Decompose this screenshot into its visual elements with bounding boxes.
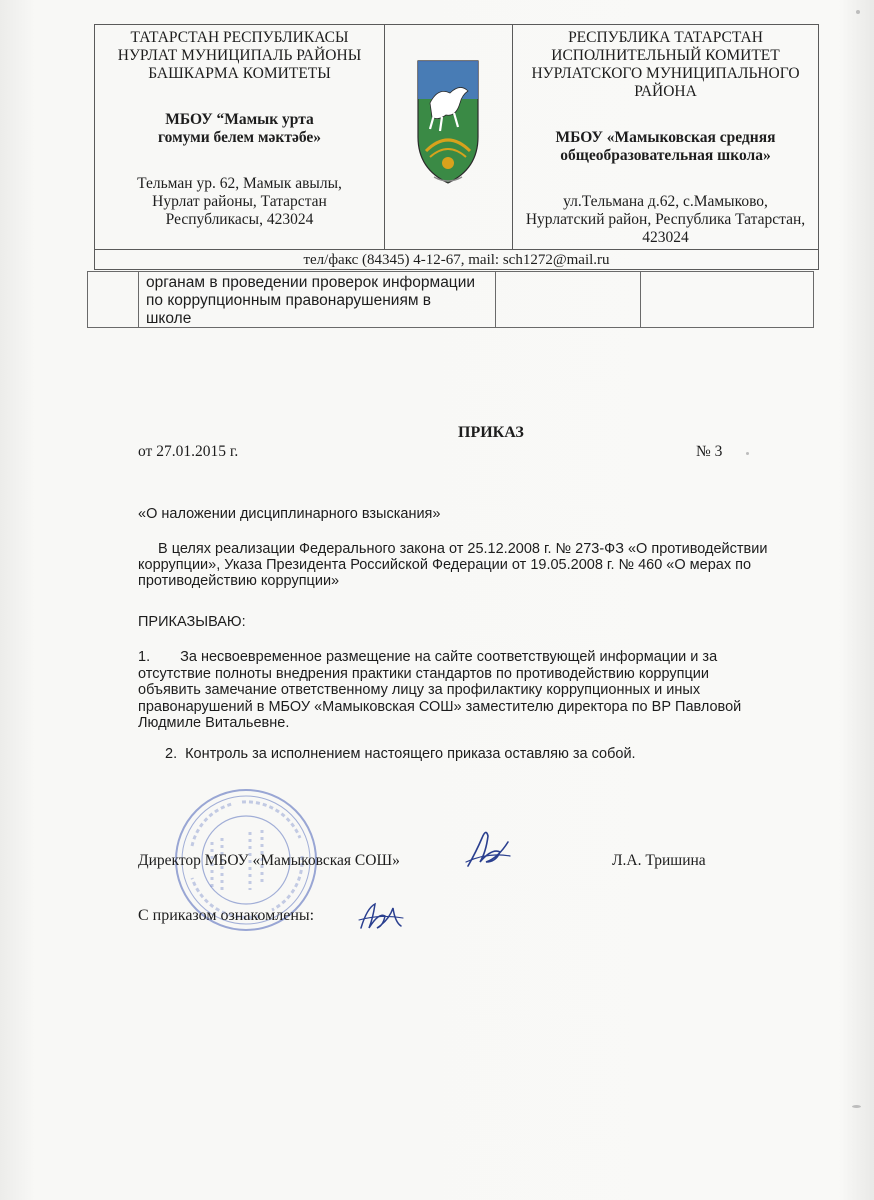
letterhead-contacts: тел/факс (84345) 4-12-67, mail: sch1272@mail.ru — [95, 249, 818, 271]
tatar-address-1: Тельман ур. 62, Мамык авылы, — [137, 175, 342, 192]
tatar-org-2: гомуми белем мәктәбе» — [157, 129, 322, 146]
letterhead-tatar-block — [95, 25, 385, 249]
nurlat-coat-of-arms-icon — [416, 59, 480, 189]
director-signature-label: Директор МБОУ «Мамыковская СОШ» — [138, 852, 400, 869]
tatar-line-3: БАШКАРМА КОМИТЕТЫ — [148, 65, 331, 82]
scan-speck — [852, 1105, 861, 1108]
item-1-line: объявить замечание ответственному лицу за профилактику коррупционных и иных — [138, 682, 701, 698]
item-1-number: 1. — [138, 649, 151, 665]
order-preamble — [138, 541, 778, 589]
russian-org-1: МБОУ «Мамыковская средняя — [555, 129, 776, 146]
remnant-line-1: органам в проведении проверок информации — [146, 274, 476, 291]
item-1-line: За несвоевременное размещение на сайте соответствующей информации и за — [180, 649, 718, 665]
preamble-line: В целях реализации Федерального закона от 25.12.2008 г. № 273-ФЗ «О противодействии — [158, 541, 768, 557]
tatar-address-2: Нурлат районы, Татарстан — [152, 193, 327, 210]
order-directive-word: ПРИКАЗЫВАЮ: — [138, 614, 246, 630]
letterhead-emblem-cell — [385, 25, 513, 249]
remnant-cell-3 — [496, 272, 641, 327]
item-1-line: Людмиле Витальевне. — [138, 715, 290, 731]
scan-speck — [856, 10, 860, 14]
preamble-line: коррупции», Указа Президента Российской Федерации от 19.05.2008 г. № 460 «О мерах по — [138, 557, 752, 573]
order-title: ПРИКАЗ — [458, 424, 524, 441]
order-number: № 3 — [696, 443, 723, 460]
tatar-line-1: ТАТАРСТАН РЕСПУБЛИКАСЫ — [130, 29, 349, 46]
scan-speck — [746, 452, 749, 455]
acknowledgement-label: С приказом ознакомлены: — [138, 907, 315, 924]
order-subject: «О наложении дисциплинарного взыскания» — [138, 506, 441, 522]
remnant-line-3: школе — [146, 310, 192, 327]
director-handwritten-signature — [462, 822, 514, 872]
item-1-line: отсутствие полноты внедрения практики стандартов по противодействию коррупции — [138, 665, 709, 682]
tatar-org-1: МБОУ “Мамык урта — [165, 111, 314, 128]
order-item-1 — [138, 649, 798, 732]
item-2-number: 2. — [165, 746, 178, 762]
remnant-table-row — [87, 271, 814, 328]
letterhead-russian-block — [513, 25, 818, 249]
item-1-line: правонарушений в МБОУ «Мамыковская СОШ» заместителю директора по ВР Павловой — [138, 698, 742, 715]
preamble-line: противодействию коррупции» — [138, 573, 340, 589]
russian-line-4: РАЙОНА — [634, 83, 697, 100]
russian-line-1: РЕСПУБЛИКА ТАТАРСТАН — [568, 29, 763, 46]
order-date: от 27.01.2015 г. — [138, 443, 239, 460]
remnant-line-2: по коррупционным правонарушениям в — [146, 292, 432, 309]
russian-address-3: 423024 — [642, 229, 689, 246]
russian-line-2: ИСПОЛНИТЕЛЬНЫЙ КОМИТЕТ — [551, 47, 780, 64]
remnant-cell-1 — [88, 272, 139, 327]
director-name: Л.А. Тришина — [612, 852, 706, 869]
item-2-text: Контроль за исполнением настоящего приказа оставляю за собой. — [185, 746, 636, 762]
russian-line-3: НУРЛАТСКОГО МУНИЦИПАЛЬНОГО — [531, 65, 800, 82]
russian-address-1: ул.Тельмана д.62, с.Мамыково, — [563, 193, 768, 210]
letterhead — [94, 24, 819, 270]
remnant-cell-4 — [641, 272, 813, 327]
item-1-first-line — [138, 649, 798, 666]
remnant-cell-2 — [139, 272, 496, 327]
acknowledgement-handwritten-signature — [357, 898, 405, 934]
order-item-2 — [165, 746, 636, 762]
russian-org-2: общеобразовательная школа» — [560, 147, 771, 164]
tatar-line-2: НУРЛАТ МУНИЦИПАЛЬ РАЙОНЫ — [117, 47, 362, 64]
tatar-address-3: Республикасы, 423024 — [165, 211, 314, 228]
russian-address-2: Нурлатский район, Республика Татарстан, — [525, 211, 806, 228]
